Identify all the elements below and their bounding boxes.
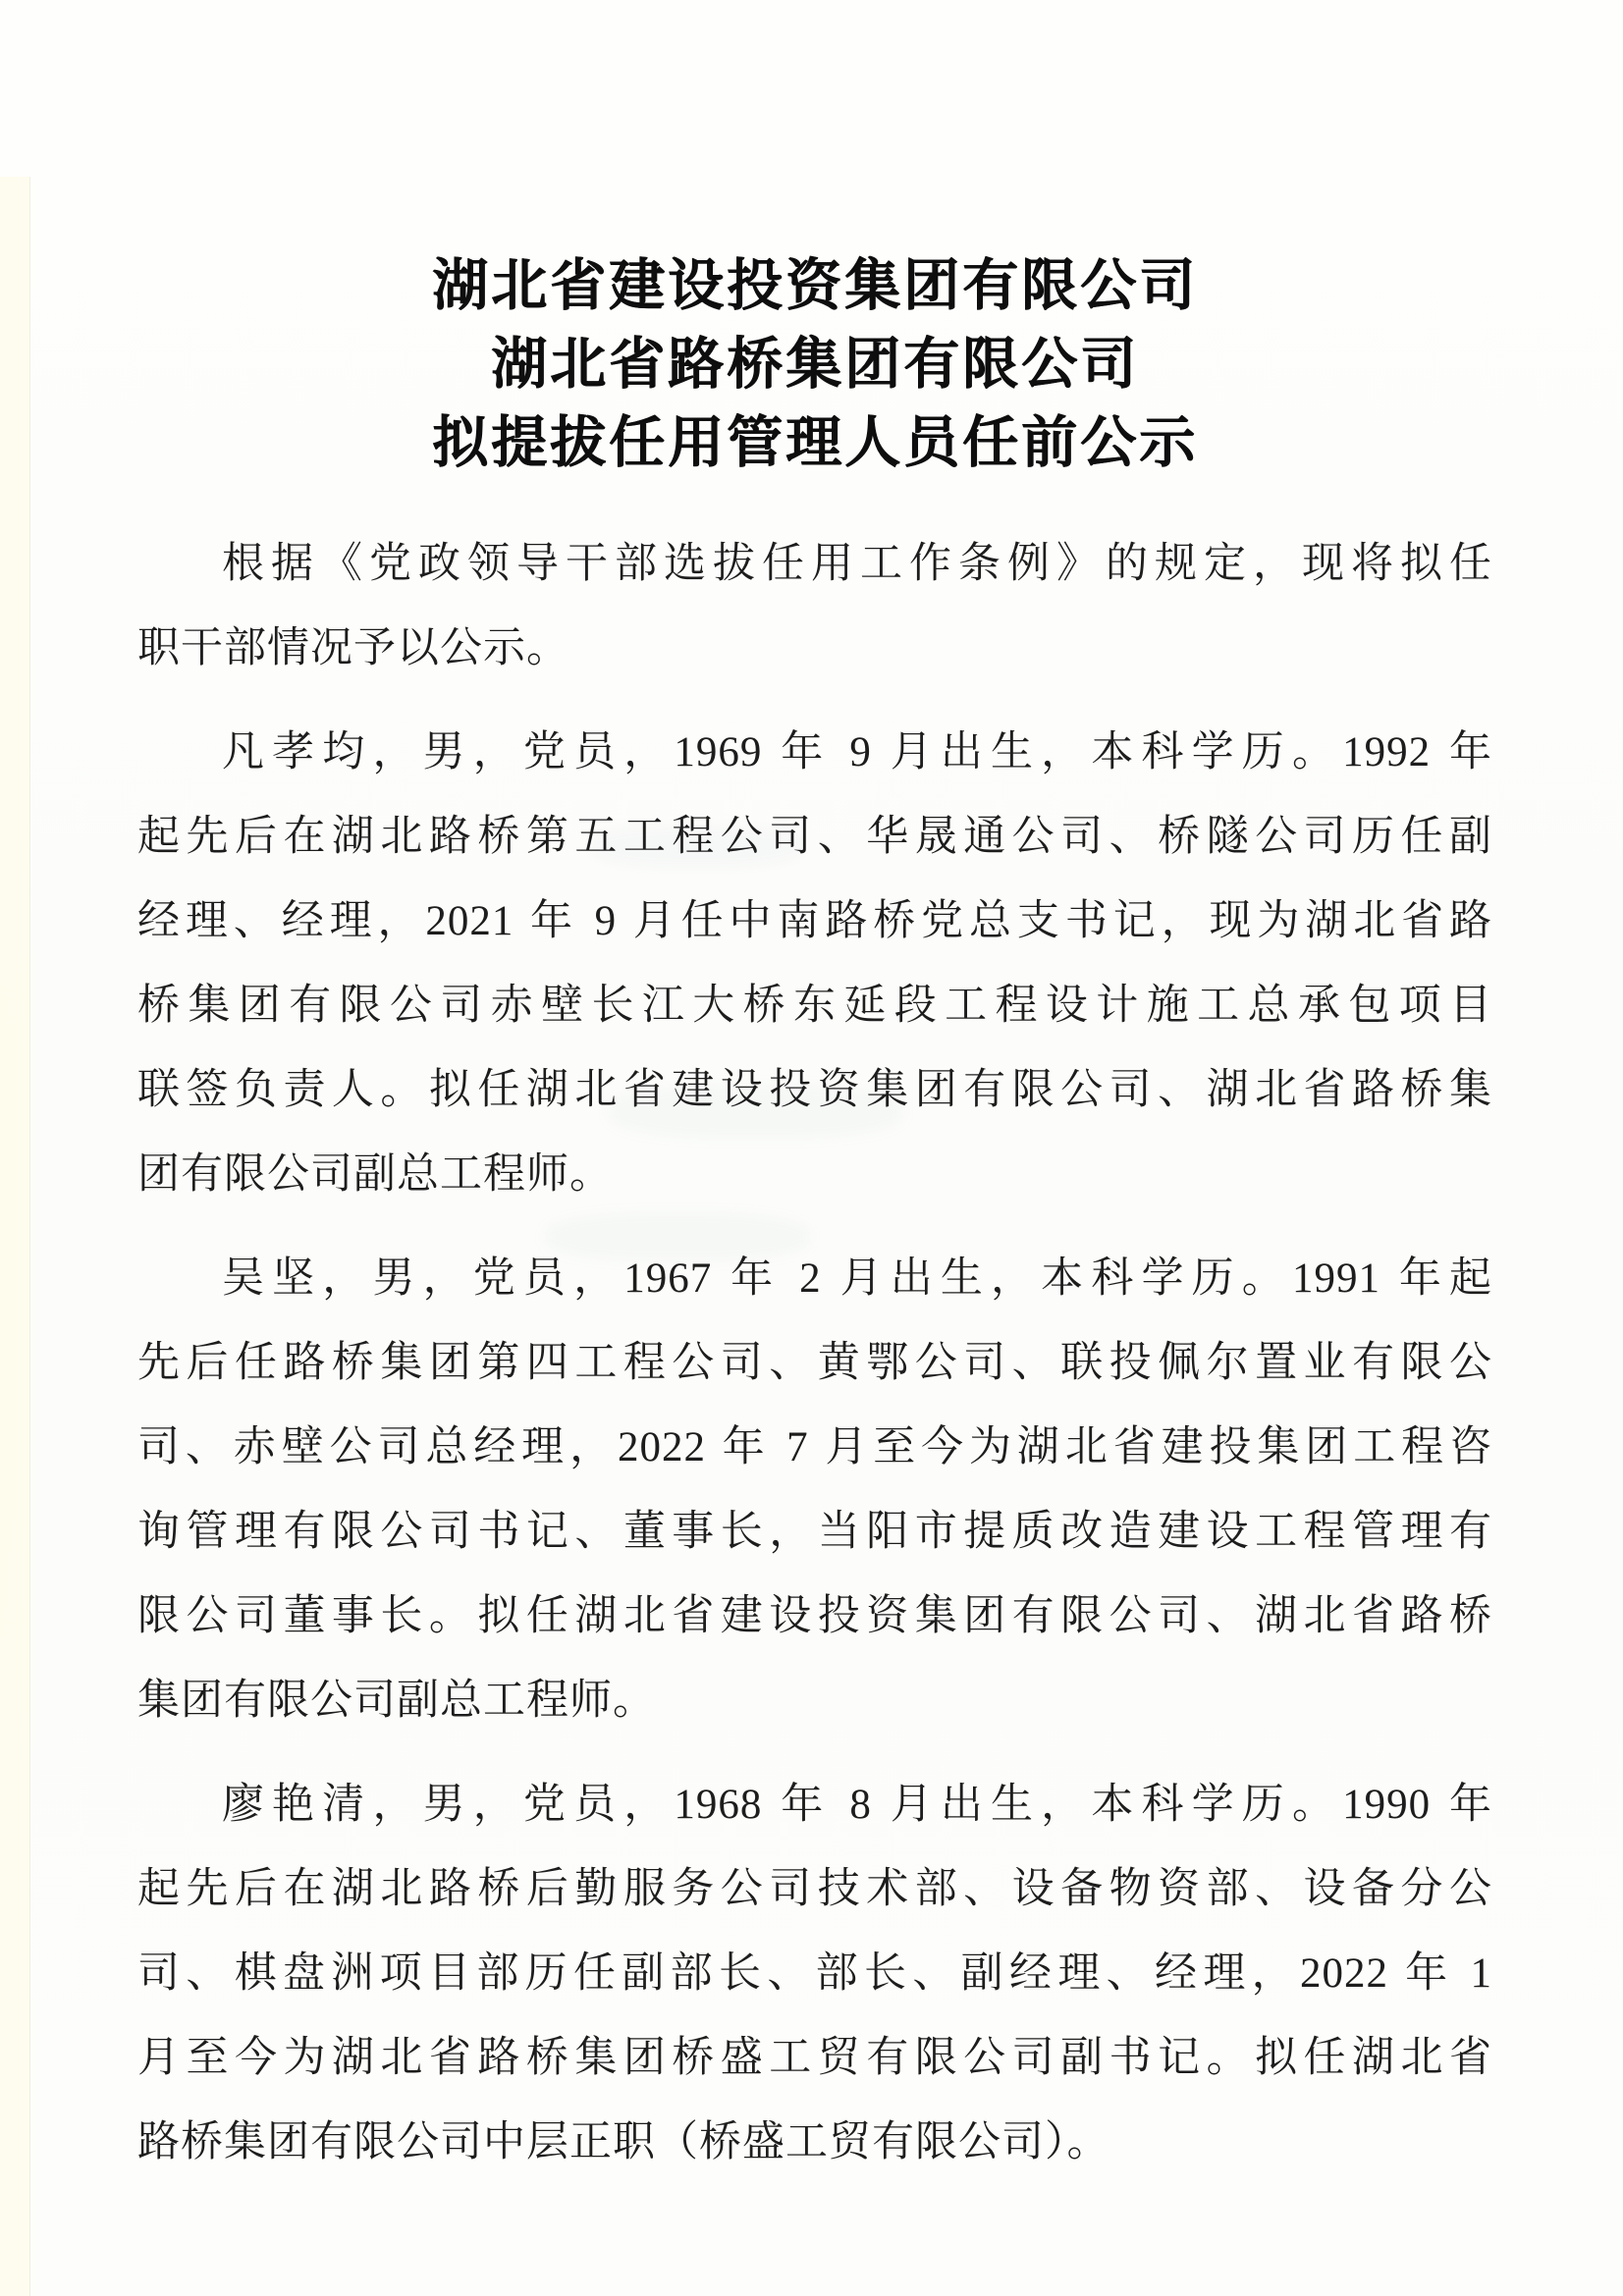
text-line: 廖艳清，男，党员，1968 年 8 月出生，本科学历。1990 年 xyxy=(222,1782,1492,1828)
text-line: 询管理有限公司书记、董事长，当阳市提质改造建设工程管理有 xyxy=(137,1509,1492,1555)
text-line: 司、赤壁公司总经理，2022 年 7 月至今为湖北省建投集团工程咨 xyxy=(137,1424,1492,1470)
text-line: 起先后在湖北路桥第五工程公司、华晟通公司、桥隧公司历任副 xyxy=(137,814,1492,860)
text-line: 桥集团有限公司赤壁长江大桥东延段工程设计施工总承包项目 xyxy=(137,983,1492,1029)
document-body xyxy=(137,522,1492,2185)
title-line-3: 拟提拔任用管理人员任前公示 xyxy=(432,412,1198,474)
text-line: 司、棋盘洲项目部历任副部长、部长、副经理、经理，2022 年 1 xyxy=(137,1950,1492,1997)
paragraph xyxy=(137,711,1492,1217)
title-line-2: 湖北省路桥集团有限公司 xyxy=(491,334,1139,396)
text-line: 经理、经理，2021 年 9 月任中南路桥党总支书记，现为湖北省路 xyxy=(137,898,1492,944)
text-line: 根据《党政领导干部选拔任用工作条例》的规定，现将拟任 xyxy=(222,541,1492,587)
title-line-1: 湖北省建设投资集团有限公司 xyxy=(432,255,1198,317)
paragraph xyxy=(137,522,1492,691)
text-line: 集团有限公司副总工程师。 xyxy=(137,1678,656,1724)
text-line: 限公司董事长。拟任湖北省建设投资集团有限公司、湖北省路桥 xyxy=(137,1593,1492,1639)
text-line: 联签负责人。拟任湖北省建设投资集团有限公司、湖北省路桥集 xyxy=(137,1067,1492,1113)
text-line: 路桥集团有限公司中层正职（桥盛工贸有限公司）。 xyxy=(137,2119,1110,2165)
text-line: 凡孝均，男，党员，1969 年 9 月出生，本科学历。1992 年 xyxy=(222,729,1492,775)
text-line: 起先后在湖北路桥后勤服务公司技术部、设备物资部、设备分公 xyxy=(137,1866,1492,1912)
text-line: 职干部情况予以公示。 xyxy=(137,625,569,671)
text-line: 吴坚，男，党员，1967 年 2 月出生，本科学历。1991 年起 xyxy=(222,1255,1492,1302)
text-line: 月至今为湖北省路桥集团桥盛工贸有限公司副书记。拟任湖北省 xyxy=(137,2035,1492,2081)
paragraph xyxy=(137,1237,1492,1743)
paragraph xyxy=(137,1763,1492,2185)
document-title xyxy=(137,247,1492,483)
text-line: 先后任路桥集团第四工程公司、黄鄂公司、联投佩尔置业有限公 xyxy=(137,1340,1492,1386)
text-line: 团有限公司副总工程师。 xyxy=(137,1151,613,1198)
